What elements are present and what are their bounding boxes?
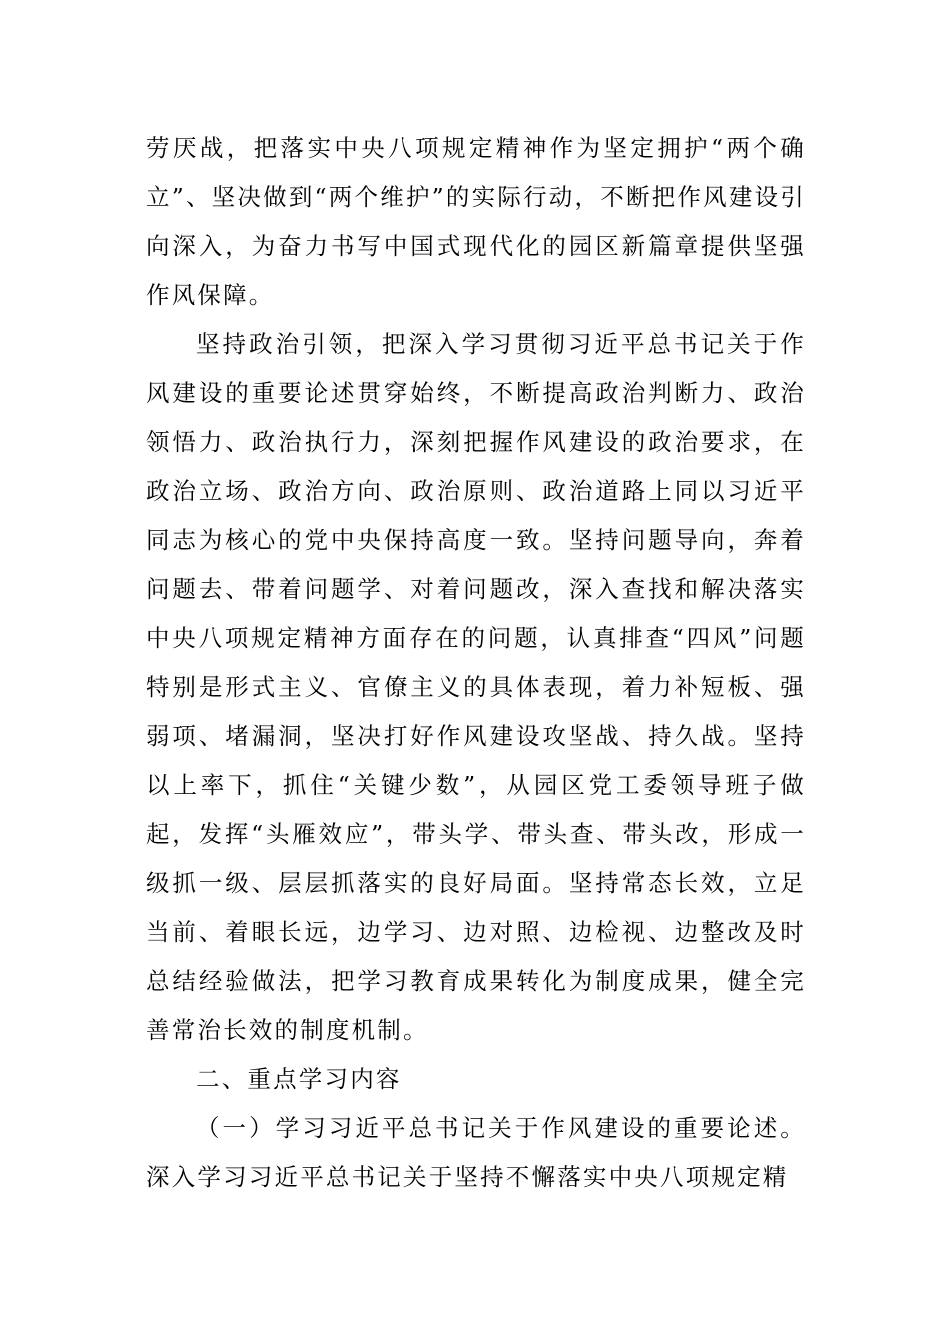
subsection-paragraph: （一）学习习近平总书记关于作风建设的重要论述。深入学习习近平总书记关于坚持不懈落实中央八项规定精 <box>146 1114 806 1191</box>
paragraph-continuation: 劳厌战，把落实中央八项规定精神作为坚定拥护“两个确立”、坚决做到“两个维护”的实际行动，不断把作风建设引向深入，为奋力书写中国式现代化的园区新篇章提供坚强作风保障。 <box>146 134 806 309</box>
document-body <box>146 124 806 1202</box>
paragraph-political-guidance: 坚持政治引领，把深入学习贯彻习近平总书记关于作风建设的重要论述贯穿始终，不断提高政治判断力、政治领悟力、政治执行力，深刻把握作风建设的政治要求，在政治立场、政治方向、政治原则、政治道路上同以习近平同志为核心的党中央保持高度一致。坚持问题导向，奔着问题去、带着问题学、对着问题改，深入查找和解决落实中央八项规定精神方面存在的问题，认真排查“四风”问题特别是形式主义、官僚主义的具体表现，着力补短板、强弱项、堵漏洞，坚决打好作风建设攻坚战、持久战。坚持以上率下，抓住“关键少数”，从园区党工委领导班子做起，发挥“头雁效应”，带头学、带头查、带头改，形成一级抓一级、层层抓落实的良好局面。坚持常态长效，立足当前、着眼长远，边学习、边对照、边检视、边整改及时总结经验做法，把学习教育成果转化为制度成果，健全完善常治长效的制度机制。 <box>146 330 806 1044</box>
section-heading: 二、重点学习内容 <box>196 1065 402 1093</box>
